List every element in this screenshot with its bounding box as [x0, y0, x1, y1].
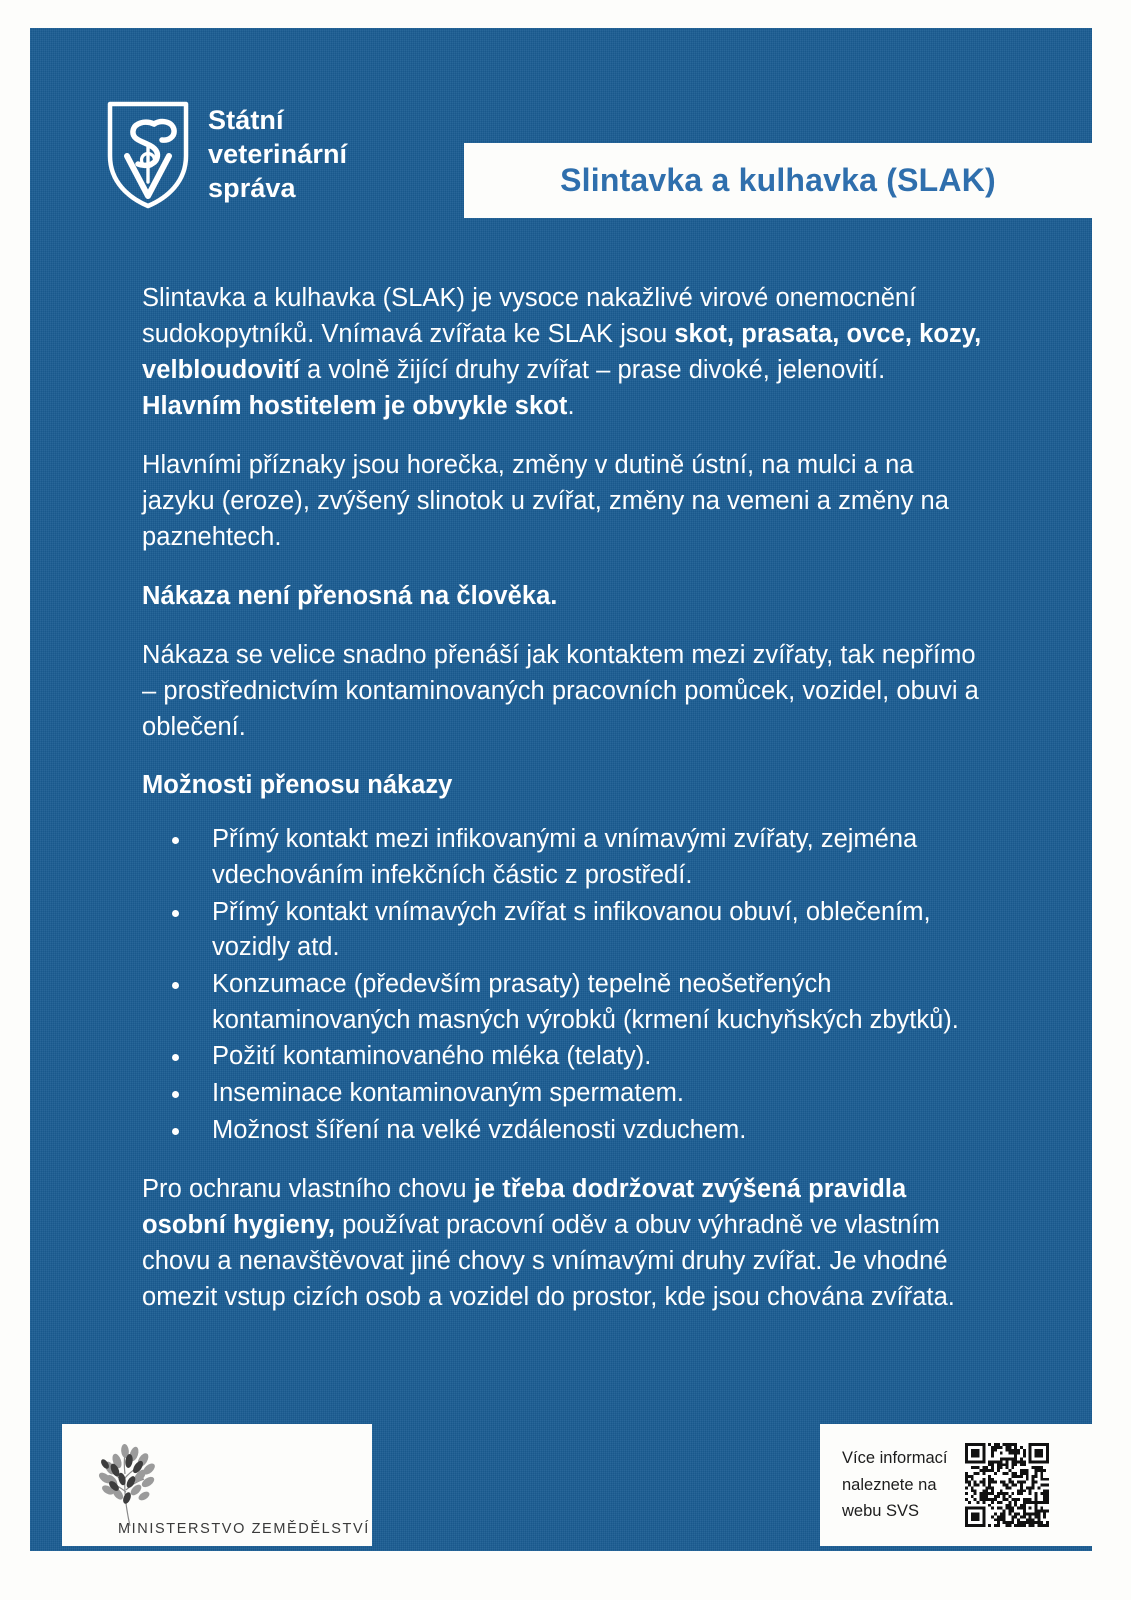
- paragraph-intro: Slintavka a kulhavka (SLAK) je vysoce nakažlivé virové onemocnění sudokopytníků. Vnímavá zvířata ke SLAK jsou skot, prasata, ovce, kozy, velbloudovití a volně žijící druhy zvířat – prase divoké, jelenovití. Hlavním hostitelem je obvykle skot.: [142, 284, 982, 420]
- brand-line-3: správa: [208, 173, 296, 203]
- paragraph-protection: Pro ochranu vlastního chovu je třeba dodržovat zvýšená pravidla osobní hygieny, používat pracovní oděv a obuv výhradně ve vlastním chovu a nenavštěvovat jiné chovy s vnímavými druhy zvířat. Je vhodné omezit vstup cizích osob a vozidel do prostor, kde jsou chována zvířata.: [142, 1175, 955, 1312]
- tree-logo-icon: [84, 1434, 180, 1530]
- qr-footer-box: [820, 1424, 1092, 1546]
- list-item: Inseminace kontaminovaným spermatem.: [164, 1076, 987, 1112]
- poster-header: [30, 28, 1092, 243]
- list-item: Přímý kontakt vnímavých zvířat s infikovanou obuví, oblečením, vozidly atd.: [164, 895, 987, 966]
- list-item: Přímý kontakt mezi infikovanými a vnímavými zvířaty, zejména vdechováním infekčních částic z prostředí.: [164, 822, 987, 893]
- qr-caption-line-2: naleznete na: [842, 1475, 937, 1494]
- paragraph-symptoms: Hlavními příznaky jsou horečka, změny v dutině ústní, na mulci a na jazyku (eroze), zvýšený slinotok u zvířat, změny na vemeni a změny na paznehtech.: [142, 450, 950, 551]
- brand-line-2: veterinární: [208, 138, 348, 169]
- poster-body: [142, 281, 987, 1339]
- qr-caption-line-1: Více informací: [842, 1449, 948, 1468]
- ministry-footer-box: [62, 1424, 372, 1546]
- qr-code-icon[interactable]: [965, 1443, 1049, 1527]
- transmission-heading: Možnosti přenosu nákazy: [142, 771, 453, 800]
- transmission-list: [142, 822, 987, 1148]
- paragraph-not-zoonotic: Nákaza není přenosná na člověka.: [142, 581, 558, 610]
- organization-brand: [105, 98, 347, 210]
- ministry-label: MINISTERSTVO ZEMĚDĚLSTVÍ: [118, 1521, 370, 1537]
- qr-caption: [842, 1445, 947, 1524]
- paragraph-spread: Nákaza se velice snadno přenáší jak kontaktem mezi zvířaty, tak nepřímo – prostřednictvím kontaminovaných pracovních pomůcek, vozidel, obuvi a oblečení.: [142, 640, 979, 741]
- title-banner: [464, 143, 1092, 218]
- brand-line-1: Státní: [208, 104, 284, 135]
- qr-caption-line-3: webu SVS: [842, 1502, 920, 1521]
- poster-blue-field: [30, 28, 1092, 1551]
- organization-name: [208, 103, 347, 205]
- list-item: Konzumace (především prasaty) tepelně neošetřených kontaminovaných masných výrobků (krmení kuchyňských zbytků).: [164, 967, 987, 1038]
- list-item: Požití kontaminovaného mléka (telaty).: [164, 1039, 987, 1075]
- page-title: Slintavka a kulhavka (SLAK): [560, 162, 996, 198]
- svs-shield-icon: [105, 98, 191, 210]
- list-item: Možnost šíření na velké vzdálenosti vzduchem.: [164, 1113, 987, 1149]
